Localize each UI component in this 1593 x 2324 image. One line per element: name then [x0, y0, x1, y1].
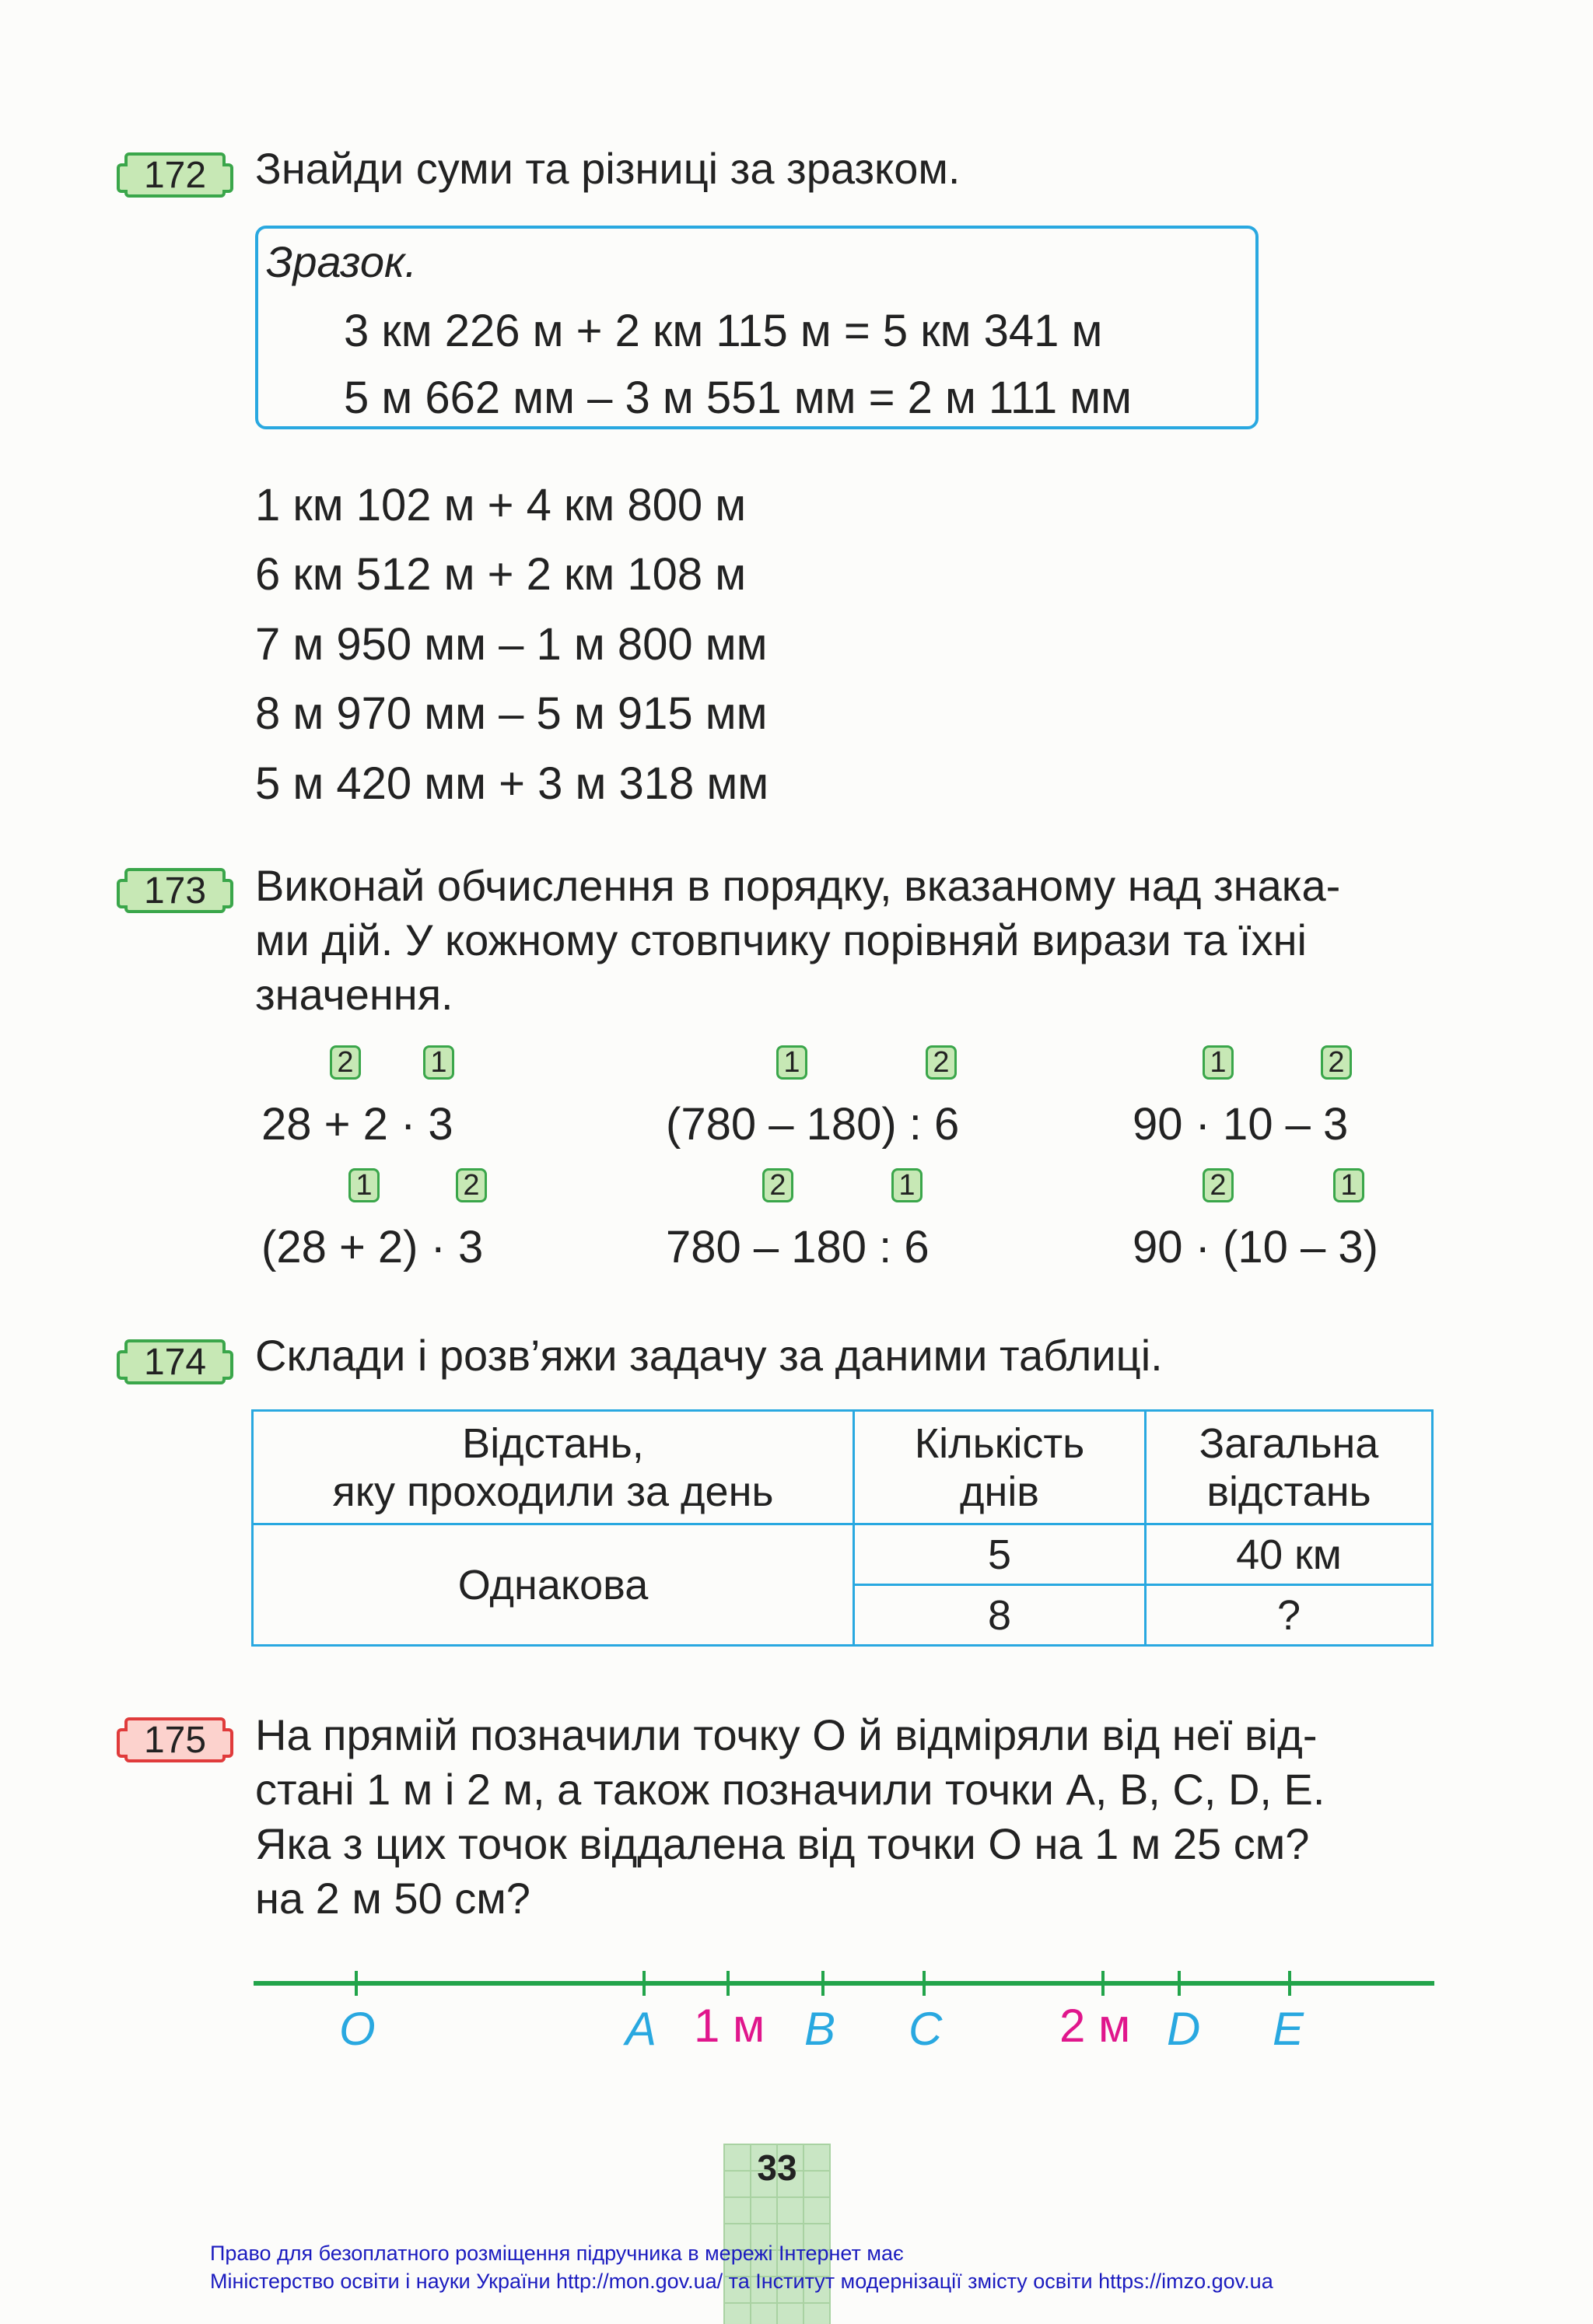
point-label-a: A	[625, 2003, 657, 2055]
task-number-173: 173	[124, 868, 226, 913]
expression: (28 + 2) · 3	[261, 1222, 484, 1272]
table-header-distance	[253, 1411, 854, 1524]
sample-box	[255, 226, 1259, 429]
order-badge: 2	[330, 1045, 361, 1080]
table-header-days	[854, 1411, 1146, 1524]
task-174-prompt: Склади і розв’яжи задачу за даними таблиці.	[255, 1331, 1163, 1380]
expression: (780 – 180) : 6	[666, 1099, 960, 1150]
expression: 780 – 180 : 6	[666, 1222, 930, 1272]
header-text: днів	[959, 1468, 1039, 1515]
task-175-line-4: на 2 м 50 см?	[255, 1874, 530, 1923]
task-175-line-2: стані 1 м і 2 м, а також позначили точки A, B, C, D, E.	[255, 1765, 1325, 1814]
exercise-5: 5 м 420 мм + 3 м 318 мм	[255, 758, 769, 809]
expression: 90 · (10 – 3)	[1133, 1222, 1378, 1272]
table-cell: 8	[854, 1585, 1146, 1646]
point-label-c: C	[909, 2003, 943, 2055]
order-badge: 1	[1203, 1045, 1234, 1080]
task-number-174: 174	[124, 1339, 226, 1384]
sample-line-1: 3 км 226 м + 2 км 115 м = 5 км 341 м	[344, 306, 1103, 356]
header-text: яку проходили за день	[332, 1468, 774, 1515]
table-row-label: Однакова	[253, 1524, 854, 1646]
task-173-line-2: ми дій. У кожному стовпчику порівняй вирази та їхні	[255, 915, 1307, 964]
number-line	[0, 1960, 1593, 2053]
table-cell: 5	[854, 1524, 1146, 1585]
task-172-prompt: Знайди суми та різниці за зразком.	[255, 144, 961, 193]
exercise-2: 6 км 512 м + 2 км 108 м	[255, 549, 747, 600]
point-label-e: E	[1273, 2003, 1304, 2055]
header-text: Відстань,	[462, 1419, 644, 1467]
task-175-line-1: На прямій позначили точку O й відміряли від неї від-	[255, 1710, 1318, 1759]
exercise-4: 8 м 970 мм – 5 м 915 мм	[255, 688, 768, 739]
task-175-line-3: Яка з цих точок віддалена від точки O на 1 м 25 см?	[255, 1819, 1310, 1868]
task-173-line-1: Виконай обчислення в порядку, вказаному над знака-	[255, 861, 1341, 910]
sample-line-2: 5 м 662 мм – 3 м 551 мм = 2 м 111 мм	[344, 373, 1132, 423]
distance-table	[251, 1409, 1434, 1647]
sample-title: Зразок.	[266, 237, 417, 286]
exercise-1: 1 км 102 м + 4 км 800 м	[255, 480, 747, 530]
order-badge: 1	[423, 1045, 454, 1080]
order-badge: 1	[891, 1168, 923, 1202]
point-label-d: D	[1167, 2003, 1201, 2055]
exercise-3: 7 м 950 мм – 1 м 800 мм	[255, 619, 768, 670]
page-number: 33	[757, 2147, 797, 2188]
header-text: Загальна	[1199, 1419, 1379, 1467]
header-text: Кількість	[914, 1419, 1085, 1467]
order-badge: 1	[776, 1045, 807, 1080]
order-badge: 1	[348, 1168, 380, 1202]
expression: 28 + 2 · 3	[261, 1099, 453, 1150]
order-badge: 2	[1321, 1045, 1352, 1080]
footer-line-2: Міністерство освіти і науки України http://mon.gov.ua/ та Інститут модернізації змісту освіти https://imzo.gov.ua	[210, 2270, 1273, 2293]
table-cell: 40 км	[1146, 1524, 1433, 1585]
order-badge: 2	[762, 1168, 793, 1202]
mark-1m: 1 м	[694, 2000, 765, 2052]
table-header-total	[1146, 1411, 1433, 1524]
expression: 90 · 10 – 3	[1133, 1099, 1349, 1150]
task-173-line-3: значення.	[255, 970, 453, 1019]
header-text: відстань	[1206, 1468, 1371, 1515]
footer-line-1: Право для безоплатного розміщення підручника в мережі Інтернет має	[210, 2242, 904, 2265]
point-label-o: O	[339, 2003, 376, 2055]
order-badge: 1	[1333, 1168, 1364, 1202]
order-badge: 2	[926, 1045, 957, 1080]
table-cell: ?	[1146, 1585, 1433, 1646]
order-badge: 2	[1203, 1168, 1234, 1202]
mark-2m: 2 м	[1059, 2000, 1131, 2052]
task-number-172: 172	[124, 152, 226, 198]
order-badge: 2	[456, 1168, 487, 1202]
point-label-b: B	[804, 2003, 836, 2055]
task-number-175: 175	[124, 1717, 226, 1762]
